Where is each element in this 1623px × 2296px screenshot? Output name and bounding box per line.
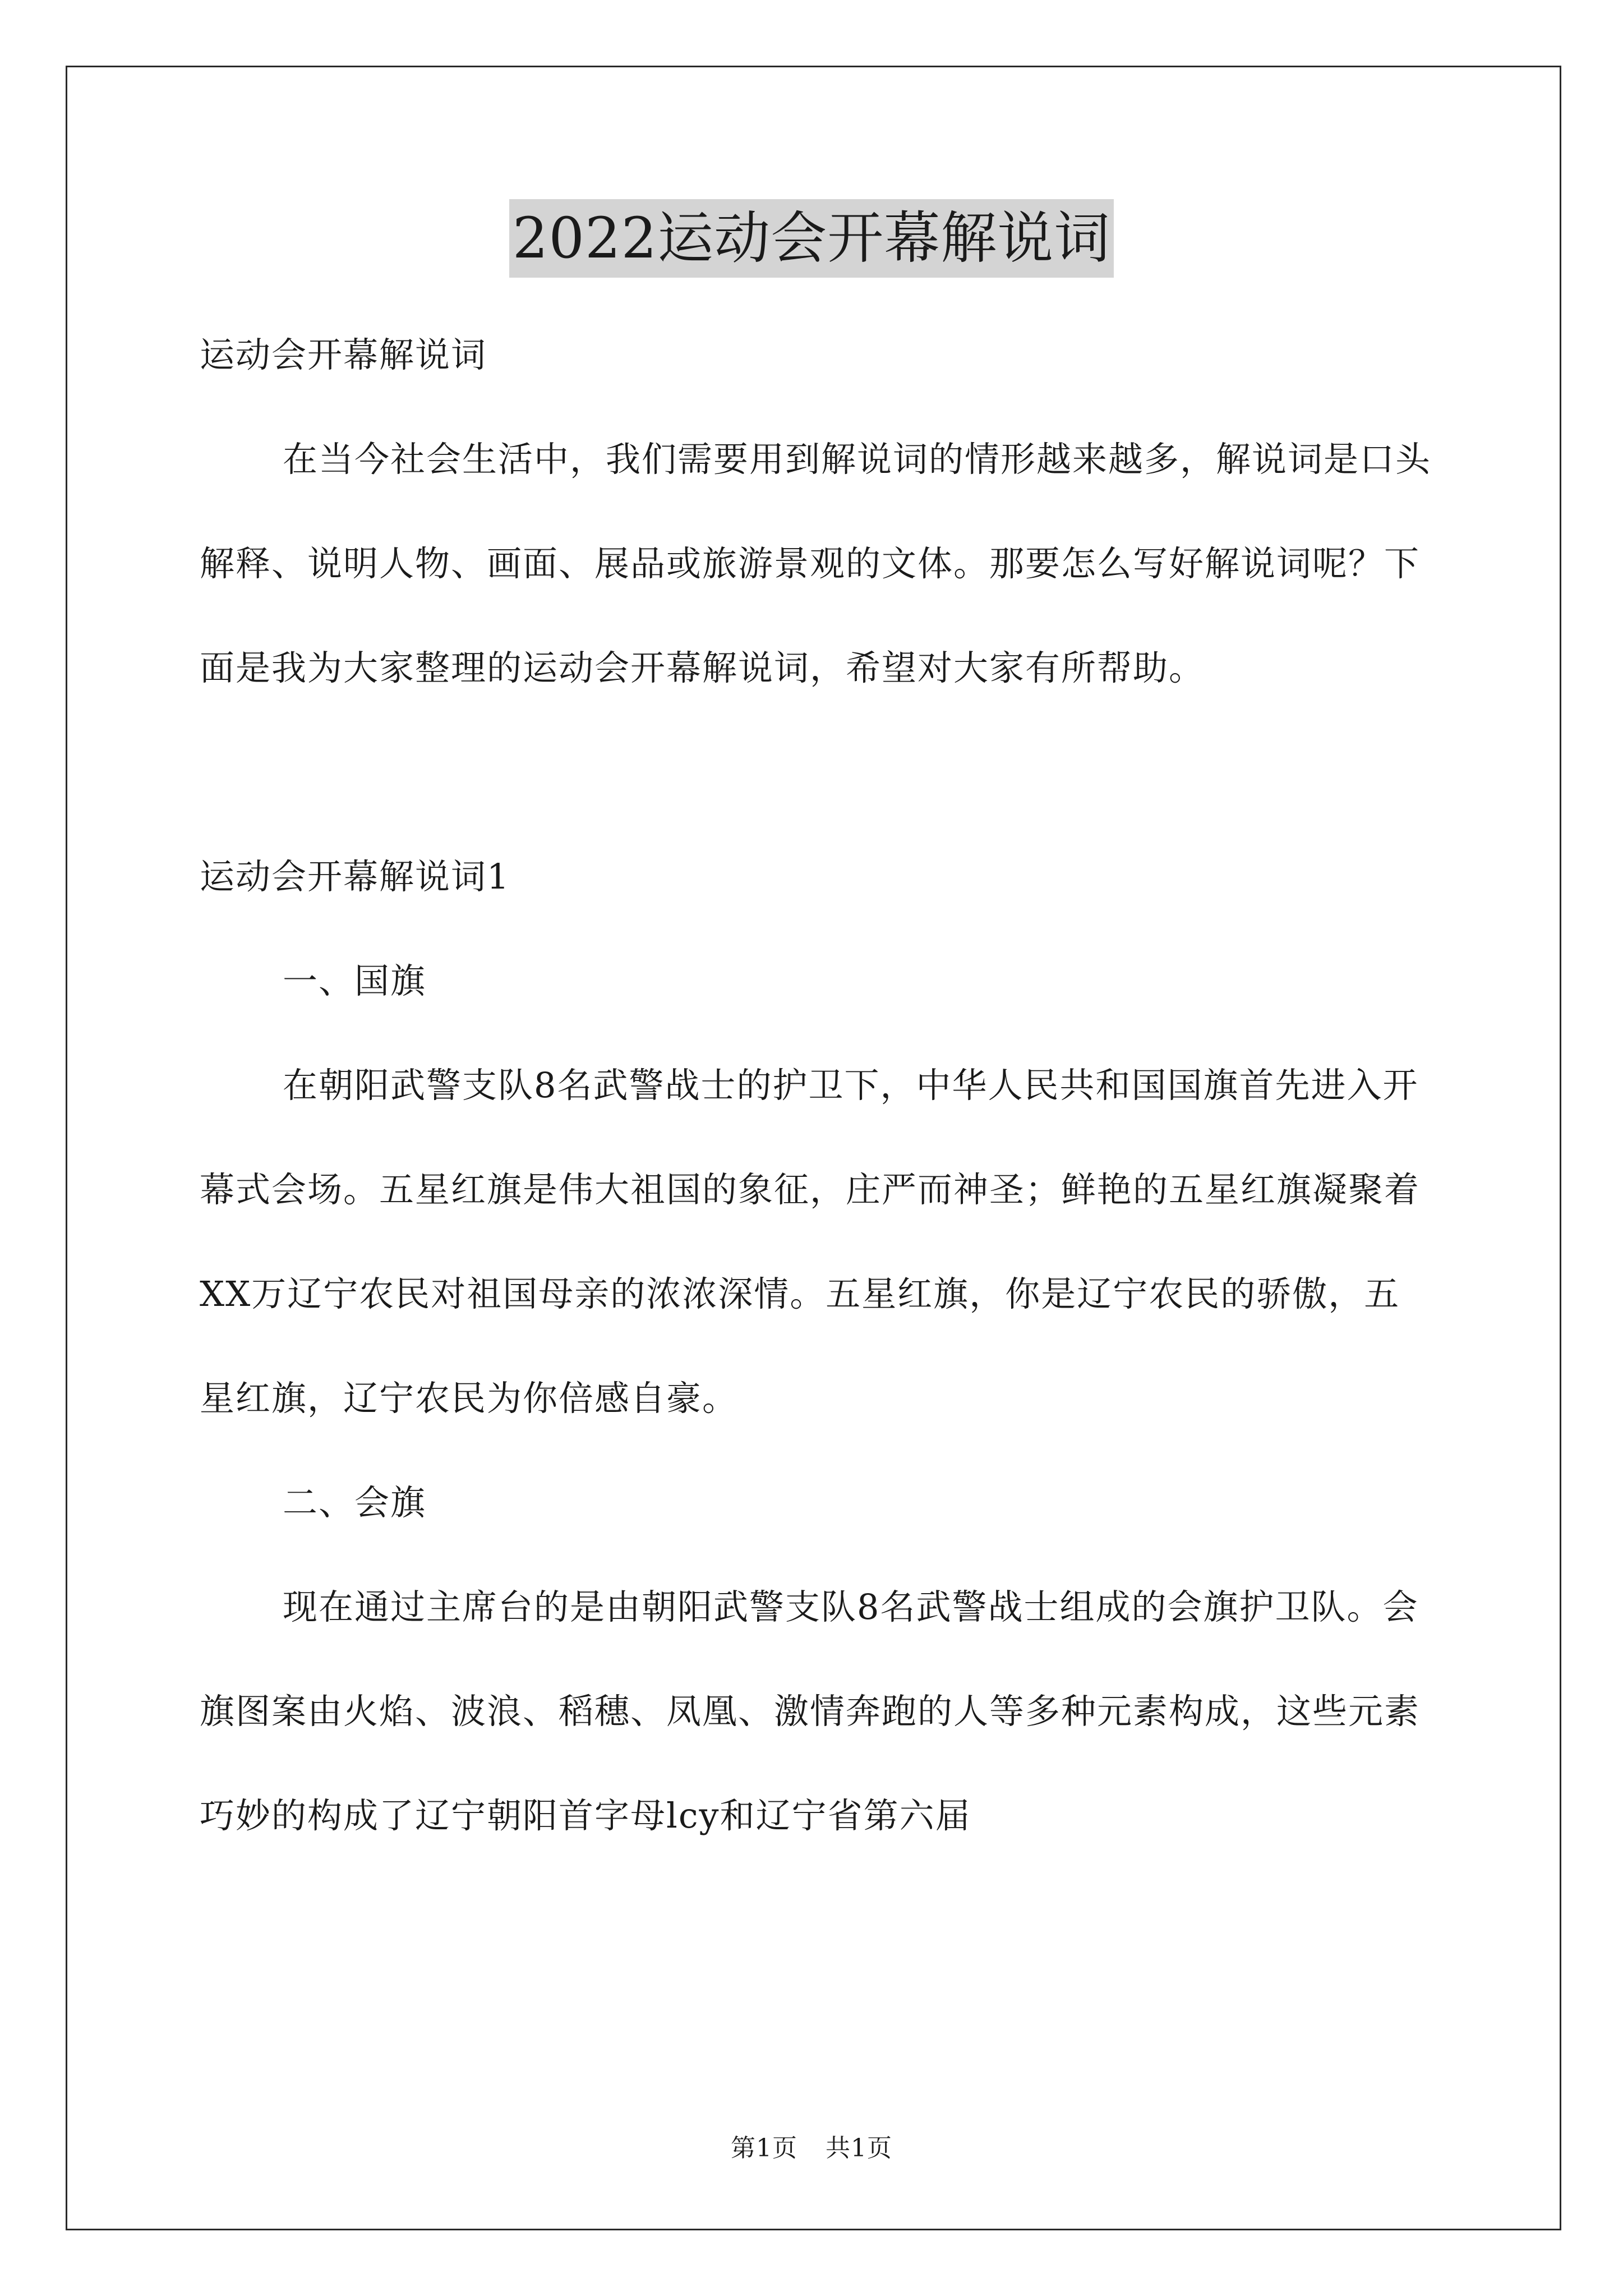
- document-body: [200, 303, 1433, 1868]
- intro-paragraph: 在当今社会生活中，我们需要用到解说词的情形越来越多，解说词是口头解释、说明人物、画面、展品或旅游景观的文体。那要怎么写好解说词呢？下面是我为大家整理的运动会开幕解说词，希望对大家有所帮助。: [200, 439, 1432, 688]
- section-heading: 运动会开幕解说词: [200, 334, 487, 375]
- document-title: 2022运动会开幕解说词: [509, 199, 1114, 278]
- paragraph-gap: [200, 720, 1433, 825]
- subheading-games-flag: 二、会旗: [283, 1482, 427, 1523]
- page-number: 第1页: [731, 2134, 797, 2162]
- section-heading-1: 运动会开幕解说词1: [200, 856, 510, 897]
- flag-paragraph: 在朝阳武警支队8名武警战士的护卫下，中华人民共和国国旗首先进入开幕式会场。五星红旗是伟大祖国的象征，庄严而神圣；鲜艳的五星红旗凝聚着XX万辽宁农民对祖国母亲的浓浓深情。五星红旗，你是辽宁农民的骄傲，五星红旗，辽宁农民为你倍感自豪。: [200, 1065, 1421, 1419]
- title-container: [0, 199, 1623, 278]
- page-footer: [0, 2132, 1623, 2165]
- subheading-flag: 一、国旗: [283, 960, 427, 1001]
- total-pages: 共1页: [826, 2134, 892, 2162]
- games-flag-paragraph: 现在通过主席台的是由朝阳武警支队8名武警战士组成的会旗护卫队。会旗图案由火焰、波浪、稻穗、凤凰、激情奔跑的人等多种元素构成，这些元素巧妙的构成了辽宁朝阳首字母lcy和辽宁省第六届: [200, 1586, 1421, 1836]
